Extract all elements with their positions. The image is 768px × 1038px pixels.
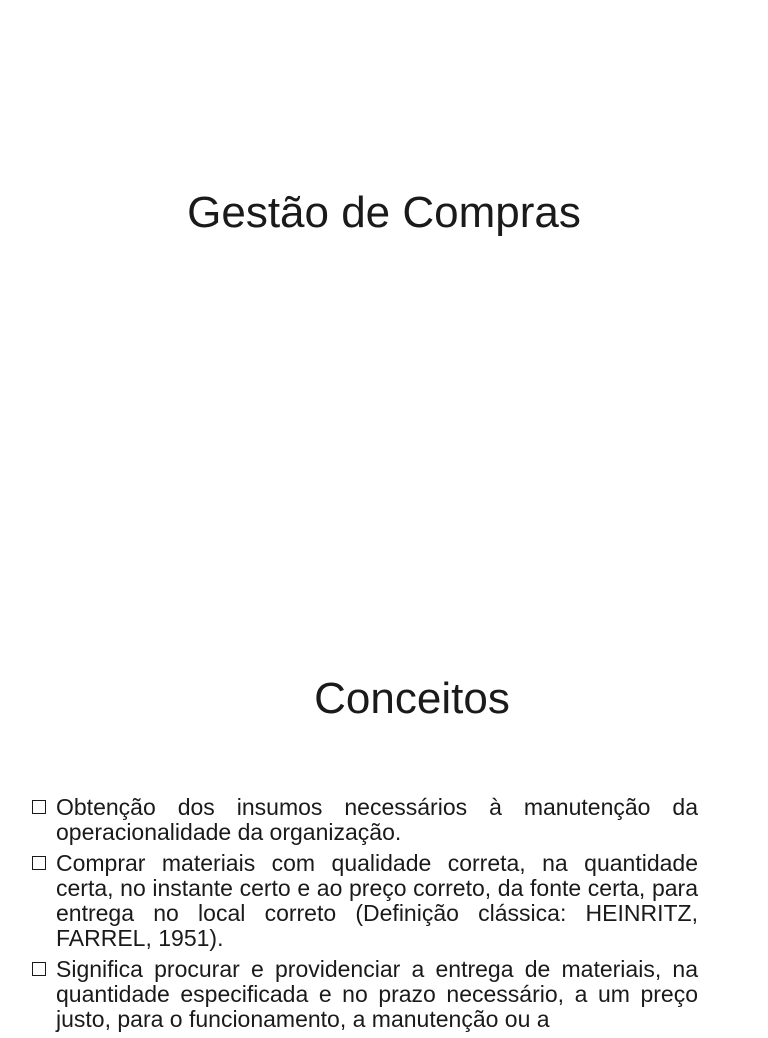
- checkbox-bullet-icon: [32, 856, 46, 870]
- slide-title: Gestão de Compras: [187, 188, 581, 237]
- bullet-list: [30, 795, 698, 1038]
- bullet-item: [30, 795, 698, 845]
- checkbox-bullet-icon: [32, 800, 46, 814]
- bullet-text: Obtenção dos insumos necessários à manutenção da operacionalidade da organização.: [56, 794, 698, 845]
- bullet-item: [30, 851, 698, 951]
- bullet-item: [30, 957, 698, 1032]
- bullet-text: Comprar materiais com qualidade correta, na quantidade certa, no instante certo e ao preço correto, da fonte certa, para entrega no local correto (Definição clássica: HEINRITZ, FARREL, 1951).: [56, 850, 698, 951]
- bullet-text: Significa procurar e providenciar a entrega de materiais, na quantidade especificada e no prazo necessário, a um preço justo, para o funcionamento, a manutenção ou a: [56, 956, 698, 1032]
- section-title: Conceitos: [314, 674, 510, 723]
- checkbox-bullet-icon: [32, 962, 46, 976]
